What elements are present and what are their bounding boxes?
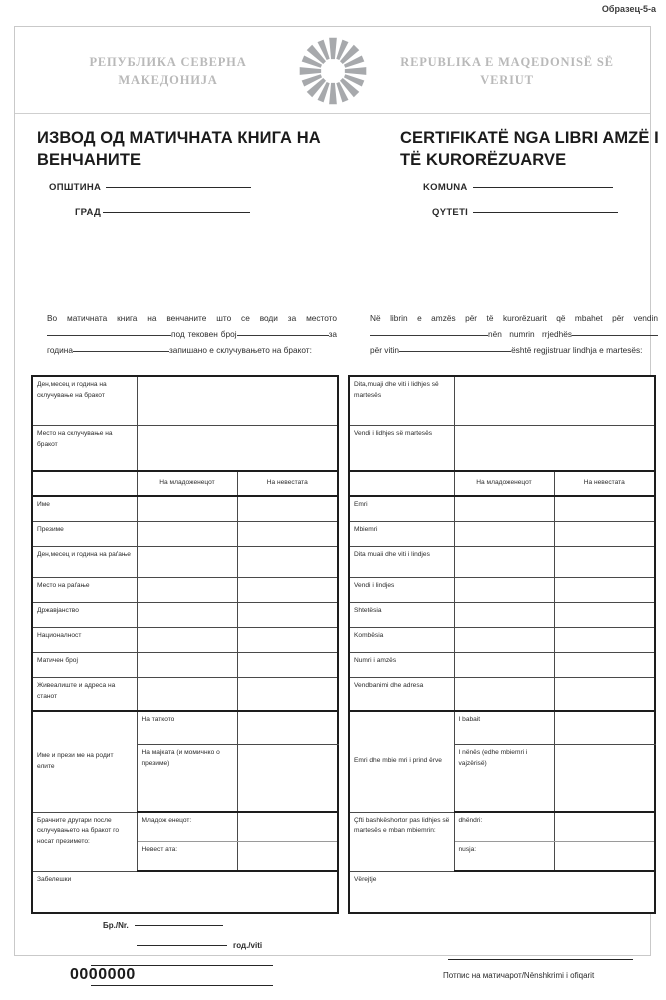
notes-cell[interactable]: Vërejtje — [349, 871, 655, 913]
row-label-birth-date: Dita muaii dhe viti i lindjes — [349, 547, 454, 578]
row-label-residence: Vendbanimi dhe adresa — [349, 678, 454, 712]
table-row — [32, 812, 338, 842]
row-label-citizenship: Shtetësia — [349, 603, 454, 628]
row-label-parents: Emri dhe mbie mri i prind ërve — [349, 711, 454, 812]
field-opstina-input[interactable] — [106, 187, 251, 188]
row-label-groom-surname: Младож енецот: — [137, 812, 237, 842]
row-value-wedding-place[interactable] — [454, 426, 655, 472]
row-label-nationality: Националност — [32, 628, 137, 653]
row-label-wedding-date: Dita,muaji dhe viti i lidhjes së martesës — [349, 376, 454, 426]
table-row — [349, 711, 655, 745]
cell-bride-married-surname[interactable] — [237, 842, 338, 872]
row-label-bride-surname: Невест ата: — [137, 842, 237, 872]
table-row — [32, 603, 338, 628]
serial-number: 0000000 — [70, 966, 136, 983]
cell-groom-citizenship[interactable] — [454, 603, 554, 628]
cell-groom-father[interactable] — [554, 711, 655, 745]
cell-groom-mother[interactable] — [554, 745, 655, 813]
field-komuna-label: KOMUNA — [423, 182, 468, 193]
intro-mk-part1: Во матичната книга на венчаните што се води за местото — [47, 313, 337, 323]
col-header-empty — [32, 471, 137, 496]
table-row — [32, 426, 338, 472]
table-row — [349, 578, 655, 603]
cell-bride-id-number[interactable] — [237, 653, 338, 678]
row-value-wedding-place[interactable] — [137, 426, 338, 472]
field-grad-input[interactable] — [103, 212, 250, 213]
cell-bride-citizenship[interactable] — [554, 603, 655, 628]
row-label-id-number: Numri i amzës — [349, 653, 454, 678]
field-grad-label: ГРАД — [75, 207, 102, 218]
cell-groom-residence[interactable] — [454, 678, 554, 712]
intro-sq-part1: Në librin e amzës për të kurorëzuarit që mbahet për vendin — [370, 313, 658, 323]
cell-groom-surname[interactable] — [137, 522, 237, 547]
intro-sq-blank-place[interactable] — [370, 335, 488, 336]
table-row — [349, 653, 655, 678]
table-row — [32, 711, 338, 745]
row-label-mother: I nënës (edhe mbiemri i vajzërisë) — [454, 745, 554, 813]
cell-bride-citizenship[interactable] — [237, 603, 338, 628]
table-header-row — [349, 471, 655, 496]
cell-bride-birth-place[interactable] — [237, 578, 338, 603]
signature-label: Потпис на матичарот/Nënshkrimi i ofiqarit — [443, 971, 595, 980]
field-number-label: Бр./Nr. — [103, 921, 129, 930]
row-label-id-number: Матичен број — [32, 653, 137, 678]
cell-bride-married-surname[interactable] — [554, 842, 655, 872]
state-name-albanian: REPUBLIKA E MAQEDONISË SË VERIUT — [400, 55, 614, 88]
row-value-wedding-date[interactable] — [137, 376, 338, 426]
intro-mk-part4: запишано е склучувањето на бракот: — [168, 345, 312, 356]
cell-bride-first-name[interactable] — [237, 496, 338, 522]
intro-mk-blank-place[interactable] — [47, 335, 171, 336]
emblem-band — [15, 27, 650, 114]
row-label-bride-surname: nusja: — [454, 842, 554, 872]
intro-mk-part3: за година — [47, 329, 337, 356]
intro-sq-part4: është regjistruar lindhja e martesës: — [511, 345, 643, 356]
table-row — [32, 628, 338, 653]
field-qyteti — [432, 207, 618, 218]
intro-mk-blank-number[interactable] — [237, 335, 329, 336]
intro-mk-blank-year[interactable] — [73, 351, 169, 352]
col-header-groom: На младоженецот — [454, 471, 554, 496]
field-year-input[interactable] — [137, 945, 227, 946]
intro-mk-part2: под текoвен број — [171, 329, 237, 340]
table-row — [349, 678, 655, 712]
row-label-father: I babait — [454, 711, 554, 745]
cell-groom-mother[interactable] — [237, 745, 338, 813]
table-row — [349, 628, 655, 653]
cell-groom-married-surname[interactable] — [237, 812, 338, 842]
col-header-bride: На невестата — [237, 471, 338, 496]
field-opstina-label: ОПШТИНА — [49, 182, 102, 193]
row-label-mother: На мајката (и момичнко о презиме) — [137, 745, 237, 813]
table-row — [349, 812, 655, 842]
table-row — [349, 376, 655, 426]
cell-bride-birth-place[interactable] — [554, 578, 655, 603]
row-label-married-surname: Брачните другари после склучувањето на бракот го носат презимето: — [32, 812, 137, 871]
field-opstina — [49, 182, 251, 193]
row-label-first-name: Emri — [349, 496, 454, 522]
row-label-married-surname: Çfti bashkëshortor pas lidhjes së martesës e mban mbiemrin: — [349, 812, 454, 871]
row-label-residence: Живеалиште и адреса на станот — [32, 678, 137, 712]
row-label-wedding-place: Vendi i lidhjes së martesës — [349, 426, 454, 472]
data-table-macedonian — [31, 375, 339, 914]
cell-bride-nationality[interactable] — [237, 628, 338, 653]
row-label-father: На таткото — [137, 711, 237, 745]
intro-paragraph-macedonian — [47, 310, 337, 359]
intro-paragraph-albanian — [370, 310, 658, 359]
cell-groom-birth-date[interactable] — [454, 547, 554, 578]
table-row — [32, 578, 338, 603]
row-label-birth-place: Место на раѓање — [32, 578, 137, 603]
col-header-empty — [349, 471, 454, 496]
table-row — [349, 547, 655, 578]
cell-groom-birth-place[interactable] — [137, 578, 237, 603]
row-label-birth-date: Ден,месец и година на раѓање — [32, 547, 137, 578]
cell-bride-birth-date[interactable] — [237, 547, 338, 578]
field-komuna-input[interactable] — [473, 187, 613, 188]
cell-groom-id-number[interactable] — [454, 653, 554, 678]
intro-sq-blank-year[interactable] — [399, 351, 511, 352]
intro-sq-part2: nën numrin rrjedhës — [488, 329, 572, 340]
table-row — [349, 603, 655, 628]
row-label-nationality: Kombësia — [349, 628, 454, 653]
cell-groom-father[interactable] — [237, 711, 338, 745]
table-row — [32, 496, 338, 522]
cell-bride-first-name[interactable] — [554, 496, 655, 522]
cell-groom-residence[interactable] — [137, 678, 237, 712]
signature-line[interactable] — [448, 959, 633, 960]
row-label-birth-place: Vendi i lindjes — [349, 578, 454, 603]
row-label-first-name: Име — [32, 496, 137, 522]
row-label-groom-surname: dhëndri: — [454, 812, 554, 842]
table-row — [349, 496, 655, 522]
field-year-label: год./viti — [233, 941, 263, 950]
form-code: Образец-5-а — [601, 4, 656, 14]
col-header-groom: На младоженецот — [137, 471, 237, 496]
table-row — [32, 376, 338, 426]
certificate-title-macedonian: ИЗВОД ОД МАТИЧНАТА КНИГА НА ВЕНЧАНИТЕ — [37, 129, 321, 169]
cell-groom-nationality[interactable] — [454, 628, 554, 653]
field-grad — [75, 207, 250, 218]
table-row — [349, 522, 655, 547]
cell-bride-nationality[interactable] — [554, 628, 655, 653]
cell-groom-nationality[interactable] — [137, 628, 237, 653]
row-label-wedding-place: Место на склучување на бракот — [32, 426, 137, 472]
field-komuna — [423, 182, 613, 193]
row-value-wedding-date[interactable] — [454, 376, 655, 426]
certificate-title-albanian: CERTIFIKATË NGA LIBRI AMZË I TË KURORËZUARVE — [400, 129, 659, 169]
field-qyteti-label: QYTETI — [432, 207, 469, 218]
table-row — [32, 871, 338, 913]
field-year — [137, 941, 262, 950]
table-row — [32, 547, 338, 578]
cell-groom-birth-place[interactable] — [454, 578, 554, 603]
cell-groom-first-name[interactable] — [137, 496, 237, 522]
row-label-wedding-date: Ден,месец и година на склучување на бракот — [32, 376, 137, 426]
cell-groom-citizenship[interactable] — [137, 603, 237, 628]
cell-groom-birth-date[interactable] — [137, 547, 237, 578]
col-header-bride: На невестата — [554, 471, 655, 496]
cell-bride-residence[interactable] — [237, 678, 338, 712]
cell-bride-id-number[interactable] — [554, 653, 655, 678]
field-number-input[interactable] — [135, 925, 223, 926]
stamp-line-2[interactable] — [91, 985, 273, 986]
notes-cell[interactable]: Забелешки — [32, 871, 338, 913]
cell-bride-surname[interactable] — [554, 522, 655, 547]
row-label-parents: Име и прези ме на родит елите — [32, 711, 137, 812]
cell-bride-birth-date[interactable] — [554, 547, 655, 578]
data-table-albanian — [348, 375, 656, 914]
table-row — [349, 871, 655, 913]
cell-bride-surname[interactable] — [237, 522, 338, 547]
sun-emblem-icon — [296, 34, 370, 108]
row-label-surname: Mbiemri — [349, 522, 454, 547]
cell-groom-first-name[interactable] — [454, 496, 554, 522]
table-row — [32, 522, 338, 547]
table-row — [349, 426, 655, 472]
cell-bride-residence[interactable] — [554, 678, 655, 712]
cell-groom-married-surname[interactable] — [554, 812, 655, 842]
table-row — [32, 653, 338, 678]
row-label-surname: Презиме — [32, 522, 137, 547]
cell-groom-id-number[interactable] — [137, 653, 237, 678]
intro-sq-blank-number[interactable] — [572, 335, 658, 336]
titles-section — [15, 114, 659, 240]
field-qyteti-input[interactable] — [473, 212, 618, 213]
field-number — [103, 921, 223, 930]
state-name-macedonian: РЕПУБЛИКА СЕВЕРНА МАКЕДОНИЈА — [89, 55, 247, 88]
table-row — [32, 678, 338, 712]
table-header-row — [32, 471, 338, 496]
row-label-citizenship: Државјанство — [32, 603, 137, 628]
cell-groom-surname[interactable] — [454, 522, 554, 547]
intro-sq-part3: për vitin — [370, 345, 400, 356]
